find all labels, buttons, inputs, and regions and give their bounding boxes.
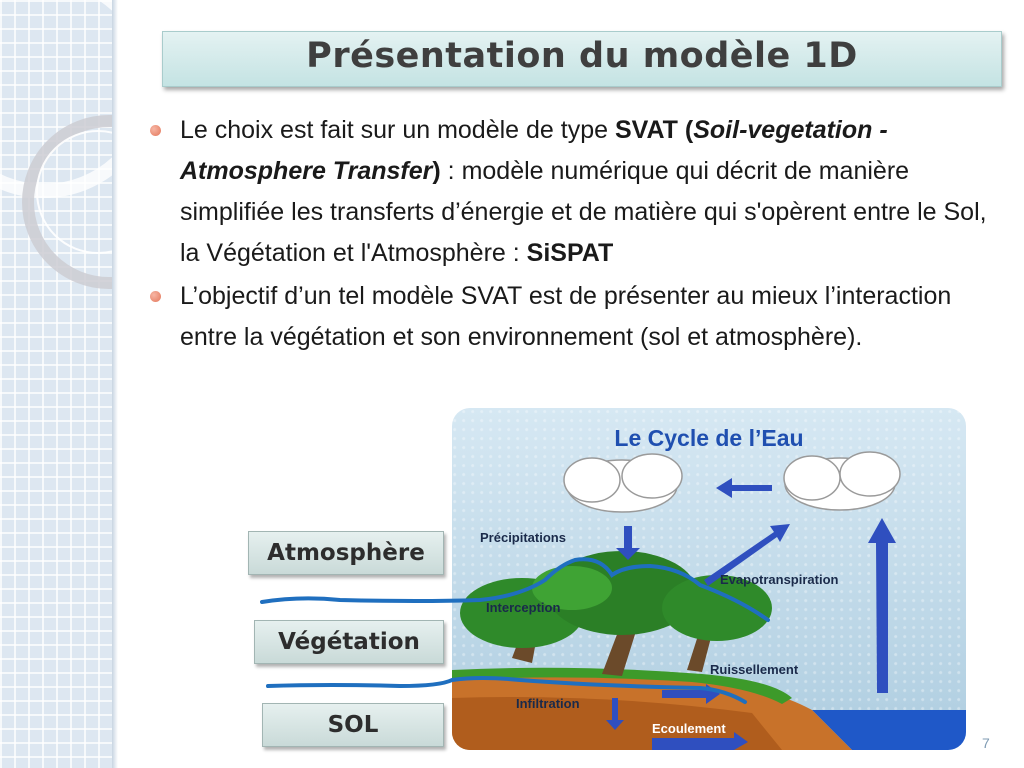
label-evapotranspiration: Evapotranspiration xyxy=(720,572,839,587)
bullet-bold-italic: Soil-vegetation - Atmosphere Transfer xyxy=(180,116,888,185)
layer-label-sol: SOL xyxy=(262,703,444,747)
label-ruissellement: Ruissellement xyxy=(710,662,799,677)
atmosphere-vegetation-boundary xyxy=(262,559,768,620)
bullet-bold: SVAT ( xyxy=(614,116,694,144)
layer-label-atmosphere: Atmosphère xyxy=(248,531,444,575)
bullet-text: L’objectif d’un tel modèle SVAT est de présenter au mieux l’interaction entre la végétation et son environnement (sol et atmosphère). xyxy=(180,282,952,351)
bullet-bold: SiSPAT xyxy=(526,239,614,267)
vegetation-soil-boundary xyxy=(268,678,745,702)
bullet-text: : modèle numérique qui décrit de manière simplifiée les transferts d’énergie et de matière qui s'opèrent entre le Sol, la Végétation et l'Atmosphère : xyxy=(180,157,987,267)
page-number: 7 xyxy=(982,735,990,751)
diagram-title: Le Cycle de l’Eau xyxy=(614,425,804,451)
bullet-text: Le choix est fait sur un modèle de type xyxy=(180,116,615,144)
bullet-bold: ) xyxy=(432,157,441,185)
label-interception: Interception xyxy=(486,600,561,615)
label-ecoulement: Ecoulement xyxy=(652,721,726,736)
label-infiltration: Infiltration xyxy=(516,696,580,711)
layer-label-vegetation: Végétation xyxy=(254,620,444,664)
label-precipitations: Précipitations xyxy=(480,530,566,545)
slide-title: Présentation du modèle 1D xyxy=(306,36,858,76)
